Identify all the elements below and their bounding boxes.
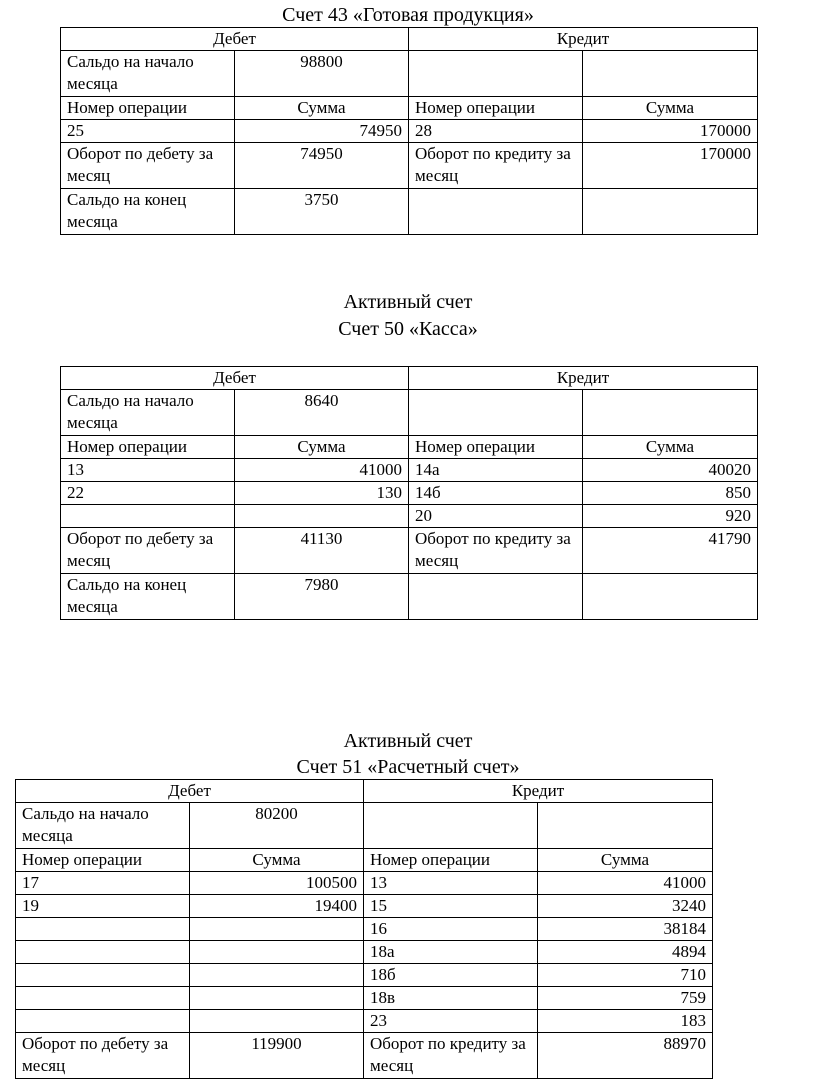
credit-op: 16 — [364, 918, 538, 941]
table-row — [61, 482, 758, 505]
credit-header: Кредит — [409, 28, 758, 51]
opening-balance-debit: 98800 — [235, 51, 409, 97]
credit-turnover-label: Оборот по кредиту за месяц — [364, 1033, 538, 1079]
opening-balance-label: Сальдо на начало месяца — [16, 803, 190, 849]
opening-balance-credit — [538, 803, 713, 849]
opening-balance-debit: 8640 — [235, 390, 409, 436]
debit-op — [61, 505, 235, 528]
credit-sum: 38184 — [538, 918, 713, 941]
credit-sum: 41000 — [538, 872, 713, 895]
opening-balance-debit: 80200 — [190, 803, 364, 849]
closing-balance-row — [61, 574, 758, 620]
credit-sum: 4894 — [538, 941, 713, 964]
debit-op — [16, 941, 190, 964]
credit-op-header: Номер операции — [364, 849, 538, 872]
opening-balance-row — [61, 51, 758, 97]
table-header-row — [61, 28, 758, 51]
table-row — [16, 1010, 713, 1033]
credit-sum: 170000 — [583, 120, 758, 143]
opening-balance-credit-op — [409, 390, 583, 436]
debit-op — [16, 918, 190, 941]
debit-turnover-value: 41130 — [235, 528, 409, 574]
debit-sum: 19400 — [190, 895, 364, 918]
credit-sum: 3240 — [538, 895, 713, 918]
column-headers-row — [61, 97, 758, 120]
debit-turnover-label: Оборот по дебету за месяц — [16, 1033, 190, 1079]
credit-op: 13 — [364, 872, 538, 895]
debit-sum: 41000 — [235, 459, 409, 482]
closing-empty-cell — [583, 574, 758, 620]
credit-header: Кредит — [364, 780, 713, 803]
closing-balance-debit: 7980 — [235, 574, 409, 620]
debit-turnover-label: Оборот по дебету за месяц — [61, 528, 235, 574]
debit-sum — [190, 987, 364, 1010]
debit-turnover-value: 74950 — [235, 143, 409, 189]
debit-op: 25 — [61, 120, 235, 143]
credit-op: 23 — [364, 1010, 538, 1033]
table-row — [61, 505, 758, 528]
debit-sum-header: Сумма — [235, 436, 409, 459]
credit-op-header: Номер операции — [409, 97, 583, 120]
table-row — [16, 941, 713, 964]
debit-turnover-label: Оборот по дебету за месяц — [61, 143, 235, 189]
credit-op: 18а — [364, 941, 538, 964]
debit-op: 13 — [61, 459, 235, 482]
credit-sum: 759 — [538, 987, 713, 1010]
closing-empty-cell — [409, 189, 583, 235]
credit-turnover-value: 88970 — [538, 1033, 713, 1079]
account-43-title: Счет 43 «Готовая продукция» — [282, 4, 534, 26]
debit-sum-header: Сумма — [235, 97, 409, 120]
debit-sum: 100500 — [190, 872, 364, 895]
debit-op — [16, 1010, 190, 1033]
debit-sum — [190, 941, 364, 964]
credit-turnover-label: Оборот по кредиту за месяц — [409, 143, 583, 189]
opening-balance-credit-op — [364, 803, 538, 849]
debit-header: Дебет — [61, 28, 409, 51]
closing-empty-cell — [409, 574, 583, 620]
debit-op: 17 — [16, 872, 190, 895]
account-51-subtitle: Активный счет — [343, 730, 473, 752]
credit-op: 18б — [364, 964, 538, 987]
opening-balance-row — [16, 803, 713, 849]
turnover-row — [61, 143, 758, 189]
credit-sum-header: Сумма — [583, 436, 758, 459]
opening-balance-credit — [583, 51, 758, 97]
account-51-table — [15, 779, 713, 1079]
opening-balance-label: Сальдо на начало месяца — [61, 390, 235, 436]
credit-turnover-value: 170000 — [583, 143, 758, 189]
account-51-title: Счет 51 «Расчетный счет» — [296, 756, 520, 778]
credit-sum-header: Сумма — [583, 97, 758, 120]
credit-turnover-value: 41790 — [583, 528, 758, 574]
debit-sum: 130 — [235, 482, 409, 505]
credit-sum: 40020 — [583, 459, 758, 482]
table-row — [16, 918, 713, 941]
opening-balance-label: Сальдо на начало месяца — [61, 51, 235, 97]
credit-turnover-label: Оборот по кредиту за месяц — [409, 528, 583, 574]
table-row — [16, 987, 713, 1010]
debit-op: 19 — [16, 895, 190, 918]
table-header-row — [16, 780, 713, 803]
table-row — [61, 120, 758, 143]
closing-balance-label: Сальдо на конец месяца — [61, 574, 235, 620]
credit-sum: 183 — [538, 1010, 713, 1033]
credit-sum: 850 — [583, 482, 758, 505]
table-row — [16, 964, 713, 987]
credit-op: 20 — [409, 505, 583, 528]
turnover-row — [16, 1033, 713, 1079]
account-50-subtitle: Активный счет — [343, 291, 473, 313]
closing-balance-row — [61, 189, 758, 235]
debit-sum — [190, 918, 364, 941]
debit-sum — [235, 505, 409, 528]
debit-sum — [190, 1010, 364, 1033]
credit-op-header: Номер операции — [409, 436, 583, 459]
credit-op: 28 — [409, 120, 583, 143]
debit-turnover-value: 119900 — [190, 1033, 364, 1079]
debit-sum-header: Сумма — [190, 849, 364, 872]
opening-balance-credit-op — [409, 51, 583, 97]
opening-balance-credit — [583, 390, 758, 436]
credit-sum: 710 — [538, 964, 713, 987]
debit-op-header: Номер операции — [61, 97, 235, 120]
credit-op: 15 — [364, 895, 538, 918]
account-43-table — [60, 27, 758, 235]
column-headers-row — [16, 849, 713, 872]
credit-sum: 920 — [583, 505, 758, 528]
table-row — [16, 895, 713, 918]
closing-balance-label: Сальдо на конец месяца — [61, 189, 235, 235]
debit-header: Дебет — [16, 780, 364, 803]
debit-op — [16, 987, 190, 1010]
debit-op — [16, 964, 190, 987]
account-50-table — [60, 366, 758, 620]
debit-sum: 74950 — [235, 120, 409, 143]
closing-empty-cell — [583, 189, 758, 235]
debit-header: Дебет — [61, 367, 409, 390]
debit-sum — [190, 964, 364, 987]
table-header-row — [61, 367, 758, 390]
table-row — [61, 459, 758, 482]
turnover-row — [61, 528, 758, 574]
credit-sum-header: Сумма — [538, 849, 713, 872]
opening-balance-row — [61, 390, 758, 436]
debit-op: 22 — [61, 482, 235, 505]
credit-op: 14б — [409, 482, 583, 505]
closing-balance-debit: 3750 — [235, 189, 409, 235]
debit-op-header: Номер операции — [16, 849, 190, 872]
credit-header: Кредит — [409, 367, 758, 390]
column-headers-row — [61, 436, 758, 459]
debit-op-header: Номер операции — [61, 436, 235, 459]
credit-op: 18в — [364, 987, 538, 1010]
credit-op: 14а — [409, 459, 583, 482]
table-row — [16, 872, 713, 895]
account-50-title: Счет 50 «Касса» — [338, 318, 478, 340]
